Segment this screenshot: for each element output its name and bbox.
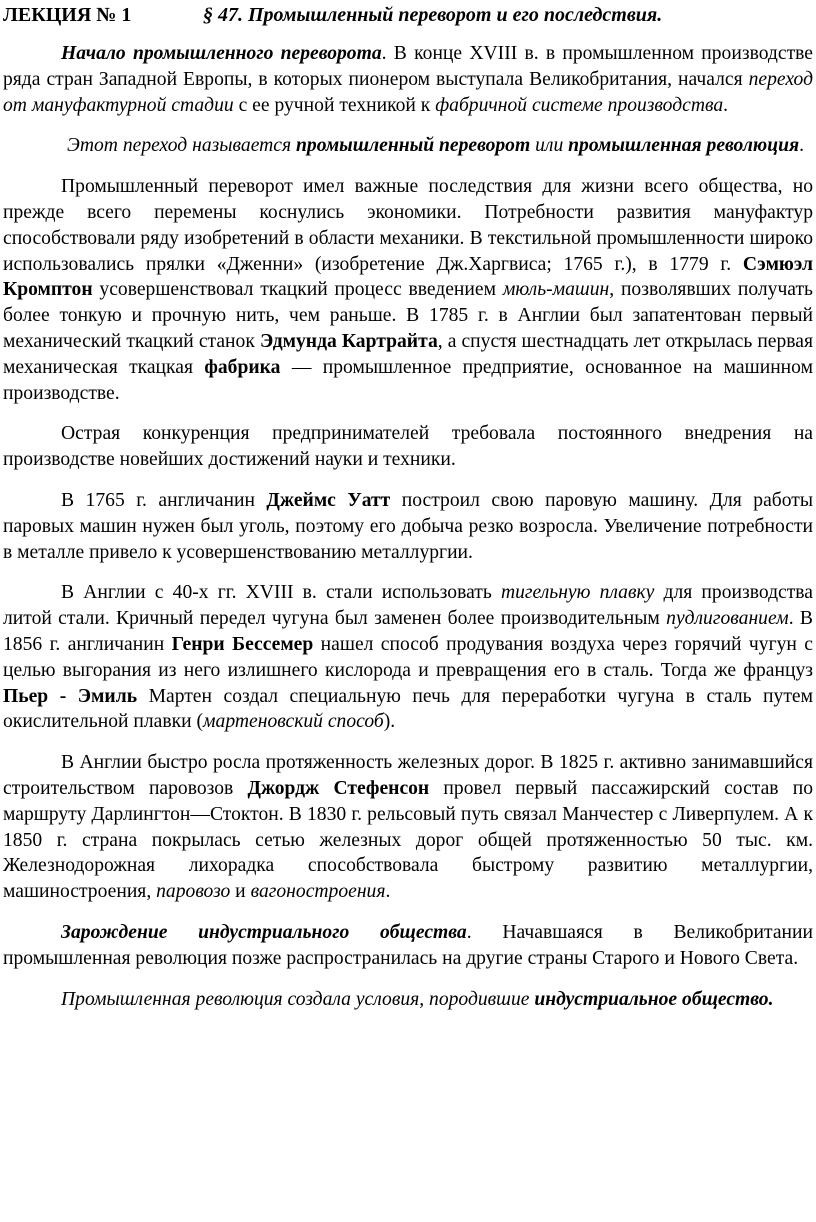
- term-industrial-revolution: промышленная революция: [568, 135, 800, 157]
- paragraph-competition: Острая конкуренция предпринимателей требовала постоянного внедрения на производстве новейших достижений науки и техники.: [3, 423, 813, 471]
- name-bessemer: Генри Бессемер: [171, 633, 314, 655]
- paragraph-start-of-revolution: Начало промышленного переворота. В конце XVIII в. в промышленном производстве ряда стран Западной Европы, в которых пионером выступала Великобритания, начался переход от мануфактурной стадии с ее ручной техникой к фабричной системе производства.: [3, 43, 813, 116]
- paragraph-railways: В Англии быстро росла протяженность железных дорог. В 1825 г. активно занимавшийся строительством паровозов Джордж Стефенсон провел первый пассажирский состав по маршруту Дарлингтон—Стоктон. В 1830 г. рельсовый путь связал Манчестер с Ливерпулем. А к 1850 г. страна покрылась сетью железных дорог общей протяженностью 50 тыс. км. Железнодорожная лихорадка способствовала быстрому развитию металлургии, машиностроения, паровозо и вагоностроения.: [3, 752, 813, 903]
- name-stephenson: Джордж Стефенсон: [247, 777, 430, 799]
- name-watt: Джеймс Уатт: [266, 489, 391, 511]
- subheading-industrial-society: Зарождение индустриального общества: [61, 921, 467, 943]
- subheading-start-of-revolution: Начало промышленного переворота: [61, 43, 382, 64]
- paragraph-definition: Этот переход называется промышленный переворот или промышленная революция.: [67, 135, 804, 157]
- name-cartwright: Эдмунда Картрайта: [259, 330, 438, 352]
- term-factory: фабрика: [204, 356, 281, 378]
- page-heading: [3, 2, 813, 28]
- paragraph-consequences: Промышленный переворот имел важные последствия для жизни всего общества, но прежде всего перемены коснулись экономики. Потребности развития мануфактур способствовали ряду изобретений в области механики. В текстильной промышленности широко использовались прялки «Дженни» (изобретение Дж.Харгвиса; 1765 г.), в 1779 г. Сэмюэл Кромптон усовершенствовал ткацкий процесс введением мюль-машин, позволявших получать более тонкую и прочную нить, чем раньше. В 1785 г. в Англии был запатентован первый механический ткацкий станок Эдмунда Картрайта, а спустя шестнадцать лет открылась первая механическая ткацкая фабрика — промышленное предприятие, основанное на машинном производстве.: [3, 176, 813, 404]
- lecture-number: ЛЕКЦИЯ № 1: [3, 4, 132, 26]
- name-martin: Пьер - Эмиль: [3, 685, 138, 707]
- name-crompton: Сэмюэл Кромптон: [3, 253, 813, 301]
- paragraph-conclusion: Промышленная революция создала условия, породившие индустриальное общество.: [61, 988, 774, 1010]
- paragraph-industrial-society: Зарождение индустриального общества. Начавшаяся в Великобритании промышленная революция позже распространилась на другие страны Старого и Нового Света.: [3, 921, 814, 969]
- section-title: § 47. Промышленный переворот и его последствия.: [203, 4, 663, 26]
- term-industrial-upheaval: промышленный переворот: [296, 135, 531, 157]
- term-industrial-society: индустриальное общество.: [534, 988, 774, 1010]
- paragraph-metallurgy: В Англии с 40-х гг. XVIII в. стали использовать тигельную плавку для производства литой стали. Кричный передел чугуна был заменен более производительным пудлигованием. В 1856 г. англичанин Генри Бессемер нашел способ продувания воздуха через горячий чугун с целью выгорания из него излишнего кислорода и превращения его в сталь. Тогда же француз Пьер - Эмиль Мартен создал специальную печь для переработки чугуна в сталь путем окислительной плавки (мартеновский способ).: [3, 582, 814, 733]
- paragraph-steam-engine: В 1765 г. англичанин Джеймс Уатт построил свою паровую машину. Для работы паровых машин нужен был уголь, поэтому его добыча резко возросла. Увеличение потребности в металле привело к усовершенствованию металлургии.: [3, 489, 814, 563]
